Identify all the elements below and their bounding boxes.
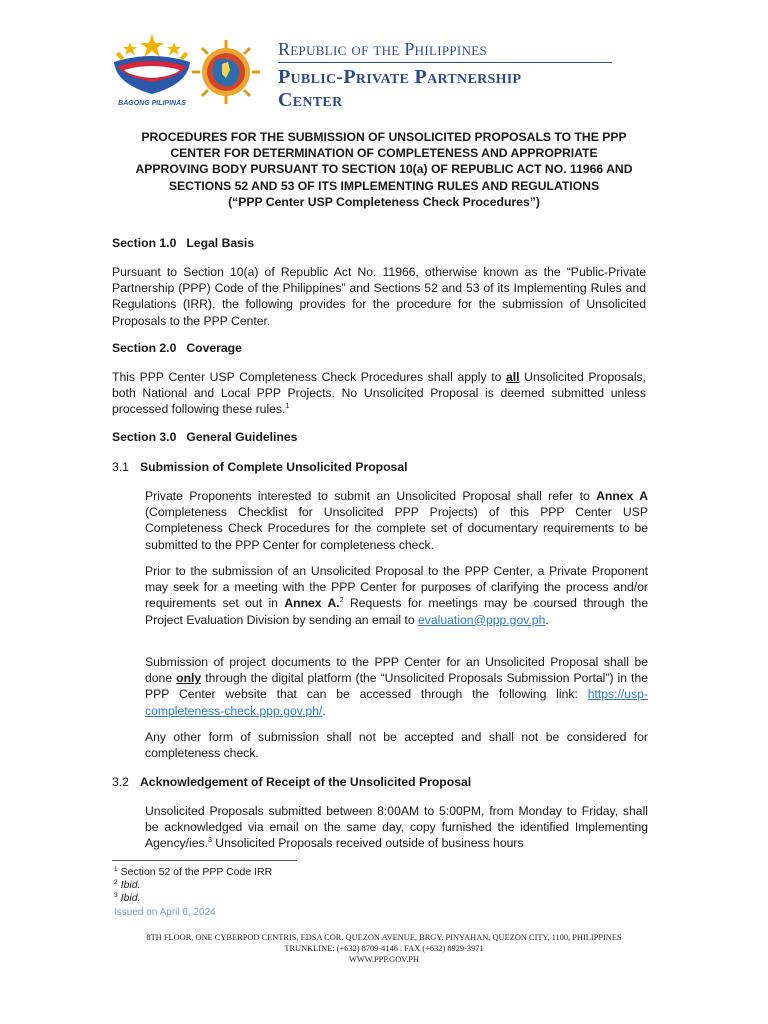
subsection-title: Submission of Complete Unsolicited Proposal [140,460,408,474]
title-line: CENTER FOR DETERMINATION OF COMPLETENESS AND APPROPRIATE [170,146,598,161]
evaluation-email-link[interactable]: evaluation@ppp.gov.ph [418,612,546,627]
organization-name [278,38,618,111]
footer-phone: TRUNKLINE: (+632) 8709-4146 . FAX (+632) 8929-3971 [284,944,484,953]
title-line: SECTIONS 52 AND 53 OF ITS IMPLEMENTING RULES AND REGULATIONS [168,178,600,193]
section-1-heading [112,235,254,251]
section-number: Section 1.0 [112,236,177,250]
section-3-heading [112,429,297,445]
section-number: Section 3.0 [112,430,177,444]
section-title: Legal Basis [186,236,255,250]
footnote-ref: 3 [208,837,212,845]
bagong-pilipinas-logo [104,32,200,108]
section-2-text: This PPP Center USP Completeness Check Procedures shall apply to all Unsolicited Proposals, both National and Local PPP Projects. No Unsolicited Proposal is deemed submitted unless processed following these rules.$^1$ [112,370,647,417]
ppp-center-logo [190,38,262,106]
subsection-title: Acknowledgement of Receipt of the Unsolicited Proposal [140,775,472,789]
subsection-number: 3.2 [112,775,129,789]
org-line-ppp: Public-Private Partnership [278,66,522,88]
footer-address: 8TH FLOOR, ONE CYBERPOD CENTRIS, EDSA COR. QUEZON AVENUE, BRGY. PINYAHAN, QUEZON CITY, 1100, PHILIPPINES [146,933,622,942]
section-title: Coverage [186,341,242,355]
title-line: APPROVING BODY PURSUANT TO SECTION 10(a) OF REPUBLIC ACT NO. 11966 AND [135,162,633,177]
subsection-number: 3.1 [112,460,129,474]
usp-portal-link[interactable]: https://usp-completeness-check.ppp.gov.ph/ [145,687,648,718]
bagong-pilipinas-caption: BAGONG PILIPINAS [118,100,186,107]
footer-website: WWW.PPP.GOV.PH [348,955,420,964]
org-line-center: Center [278,89,343,111]
footnote-3: $^3$ Ibid. [114,891,141,904]
footnote-1: $^1$ Section 52 of the PPP Code IRR [114,865,273,878]
sub32-paragraph-1: Unsolicited Proposals submitted between 8:00AM to 5:00PM, from Monday to Friday, shall be acknowledged via email on the same day, copy furnished the identified Implementing Agency/ies.$^3$ Unsolicited Proposals received outside of business hours [145,804,648,851]
section-2-heading [112,340,242,356]
subsection-3-1-heading [112,459,407,475]
org-line-republic: Republic of the Philippines [278,38,612,63]
sub31-paragraph-4: Any other form of submission shall not be accepted and shall not be considered for completeness check. [145,730,648,761]
page-footer [130,932,638,965]
footnote-ref: 1 [285,403,290,411]
title-line: (“PPP Center USP Completeness Check Procedures”) [228,194,540,209]
section-title: General Guidelines [186,430,298,444]
title-line: PROCEDURES FOR THE SUBMISSION OF UNSOLICITED PROPOSALS TO THE PPP [141,130,627,144]
sub31-paragraph-3: Submission of project documents to the PPP Center for an Unsolicited Proposal shall be done only through the digital platform (the “Unsolicited Proposals Submission Portal”) in the PPP Center website that can be accessed through the following link: https://usp-completeness-check.ppp.gov.ph/. [145,655,649,718]
section-number: Section 2.0 [112,341,177,355]
document-title [108,129,660,210]
issued-date: Issued on April 6, 2024 [114,907,216,918]
footnote-2: $^2$ Ibid. [114,878,141,891]
subsection-3-2-heading [112,774,471,790]
sub31-paragraph-1: Private Proponents interested to submit an Unsolicited Proposal shall refer to Annex A (Completeness Checklist for Unsolicited PPP Projects) of this PPP Center USP Completeness Check Procedures for the complete set of documentary requirements to be submitted to the PPP Center for completeness check. [145,489,649,552]
footnote-divider [112,860,297,861]
footnote-ref: 2 [339,597,344,605]
section-1-text: Pursuant to Section 10(a) of Republic Act No. 11966, otherwise known as the “Public-Private Partnership (PPP) Code of the Philippines” and Sections 52 and 53 of its Implementing Rules and Regulations (IRR), the following provides for the procedure for the submission of Unsolicited Proposals to the PPP Center. [112,265,646,328]
sub31-paragraph-2: Prior to the submission of an Unsolicited Proposal to the PPP Center, a Private Proponent may seek for a meeting with the PPP Center for purposes of clarifying the process and/or requirements set out in Annex A.$^2$ Requests for meetings may be coursed through the Project Evaluation Division by sending an email to evaluation@ppp.gov.ph. [145,564,648,627]
